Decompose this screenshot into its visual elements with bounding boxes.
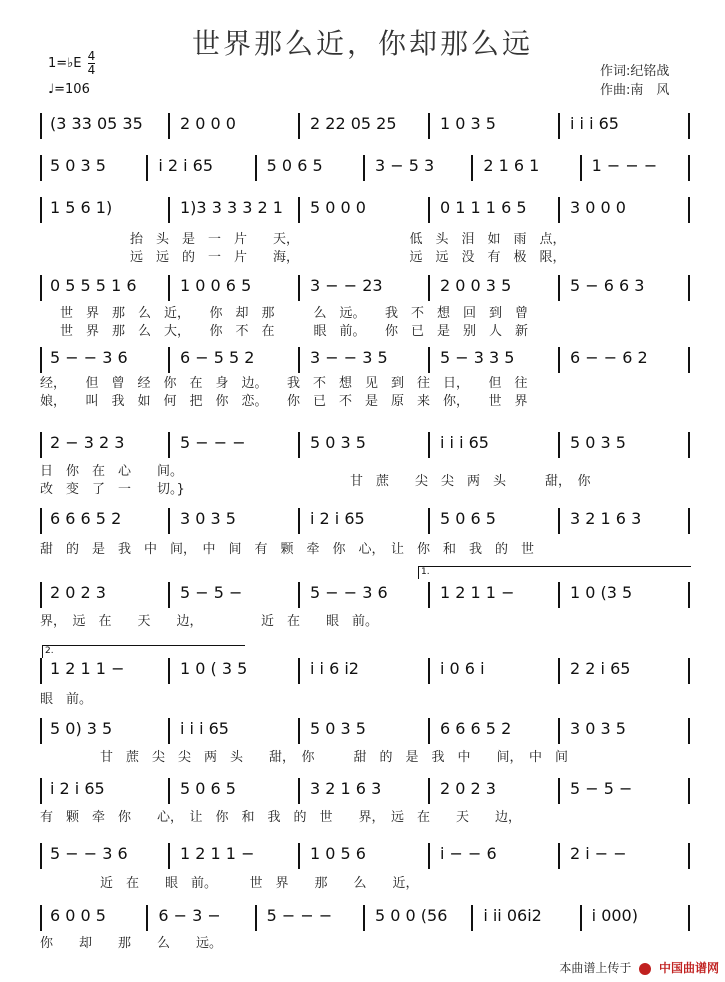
barline: [146, 155, 148, 181]
measure: 2 0 2 3: [440, 779, 496, 798]
notation-row: [40, 508, 690, 534]
tempo-value: =106: [54, 82, 90, 97]
barline: [428, 113, 430, 139]
measure: 1 0 (3 5: [570, 583, 633, 602]
barline: [298, 508, 300, 534]
barline: [688, 658, 690, 684]
barline: [558, 275, 560, 301]
second-ending-label: 2.: [45, 646, 54, 656]
barline: [298, 658, 300, 684]
barline: [428, 658, 430, 684]
barline: [688, 718, 690, 744]
measure: 5 − 5 −: [180, 583, 243, 602]
footer: [559, 959, 719, 976]
barline: [688, 113, 690, 139]
second-ending-bracket: [42, 645, 245, 658]
measure: 2 2 i 65: [570, 659, 631, 678]
measure: 6 0 0 5: [50, 906, 106, 925]
notation-row: [40, 582, 690, 608]
lyric-line: 有 颗 牵 你 心， 让 你 和 我 的 世 界， 远 在 天 边，: [40, 810, 522, 825]
barline: [40, 718, 42, 744]
measure: 2 0 0 0: [180, 114, 236, 133]
barline: [688, 155, 690, 181]
barline: [40, 197, 42, 223]
measure: 6 − 5 5 2: [180, 348, 255, 367]
notation-row: [40, 197, 690, 223]
notation-row: [40, 658, 690, 684]
barline: [40, 432, 42, 458]
measure: 6 6 6 5 2: [440, 719, 512, 738]
barline: [40, 843, 42, 869]
barline: [298, 113, 300, 139]
barline: [40, 905, 42, 931]
barline: [428, 582, 430, 608]
first-ending-bracket: [418, 566, 691, 579]
measure: 0 5 5 5 1 6: [50, 276, 137, 295]
lyric-line: 娘， 叫 我 如 何 把 你 恋。 你 已 不 是 原 来 你， 世 界: [40, 394, 528, 409]
lyricist: 作词:纪铭战: [600, 64, 670, 79]
barline: [688, 347, 690, 373]
measure: 5 0 6 5: [180, 779, 236, 798]
barline: [580, 905, 582, 931]
time-signature: [88, 50, 96, 77]
lyric-line: 远 远 的 一 片 海， 远 远 没 有 极 限，: [130, 250, 566, 265]
measure: 5 0 3 5: [310, 719, 366, 738]
barline: [146, 905, 148, 931]
measure: 3 − − 23: [310, 276, 383, 295]
measure: 3 0 0 0: [570, 198, 626, 217]
barline: [428, 347, 430, 373]
measure: 5 0 3 5: [310, 433, 366, 452]
barline: [688, 843, 690, 869]
notation-row: [40, 347, 690, 373]
barline: [298, 843, 300, 869]
barline: [168, 432, 170, 458]
barline: [688, 905, 690, 931]
measure: i 2 i 65: [158, 156, 214, 175]
lyric-line: 抬 头 是 一 片 天， 低 头 泪 如 雨 点，: [130, 232, 566, 247]
barline: [471, 155, 473, 181]
barline: [298, 197, 300, 223]
notation-row: [40, 155, 690, 181]
barline: [428, 432, 430, 458]
measure: 1 0 0 6 5: [180, 276, 252, 295]
measure: i 0 6 i: [440, 659, 485, 678]
barline: [471, 905, 473, 931]
tempo-mark: [48, 82, 90, 97]
barline: [255, 905, 257, 931]
measure: 5 0 3 5: [50, 156, 106, 175]
barline: [40, 508, 42, 534]
barline: [558, 508, 560, 534]
barline: [298, 778, 300, 804]
barline: [168, 718, 170, 744]
lyric-line: 你 却 那 么 远。: [40, 936, 223, 951]
measure: 5 0) 3 5: [50, 719, 113, 738]
barline: [688, 275, 690, 301]
barline: [428, 718, 430, 744]
measure: 6 6 6 5 2: [50, 509, 122, 528]
lyric-line: 日 你 在 心 间。: [40, 464, 184, 479]
measure: 2 0 0 3 5: [440, 276, 512, 295]
site-name: 中国曲谱网: [658, 961, 719, 975]
measure: 2 0 2 3: [50, 583, 106, 602]
notation-row: [40, 718, 690, 744]
key-flat: ♭E: [67, 56, 82, 71]
measure: 1 0 3 5: [440, 114, 496, 133]
measure: 1 0 5 6: [310, 844, 366, 863]
notation-row: [40, 778, 690, 804]
lyric-line: 界， 远 在 天 边， 近 在 眼 前。: [40, 614, 379, 629]
barline: [168, 582, 170, 608]
measure: 5 − − 3 6: [50, 844, 128, 863]
barline: [558, 582, 560, 608]
barline: [40, 275, 42, 301]
measure: 1 2 1 1 −: [180, 844, 255, 863]
measure: 2 i − −: [570, 844, 627, 863]
measure: 3 0 3 5: [180, 509, 236, 528]
barline: [558, 778, 560, 804]
measure: i i i 65: [570, 114, 619, 133]
measure: (3 33 05 35: [50, 114, 143, 133]
measure: 3 2 1 6 3: [310, 779, 382, 798]
barline: [428, 275, 430, 301]
notation-row: [40, 113, 690, 139]
measure: i ii 06i2: [483, 906, 542, 925]
key-label: 1=: [48, 56, 68, 71]
barline: [40, 155, 42, 181]
credits: [600, 62, 669, 100]
measure: 1)3 3 3 3 2 1: [180, 198, 283, 217]
barline: [428, 508, 430, 534]
measure: 1 2 1 1 −: [440, 583, 515, 602]
quarter-note-icon: ♩: [48, 82, 55, 97]
notation-row: [40, 275, 690, 301]
lyric-line: 世 界 那 么 近， 你 却 那 么 远。 我 不 想 回 到 曾: [60, 306, 529, 321]
notation-row: [40, 432, 690, 458]
barline: [428, 778, 430, 804]
barline: [688, 582, 690, 608]
measure: 5 − − 3 6: [50, 348, 128, 367]
measure: 3 0 3 5: [570, 719, 626, 738]
lyric-line: 经， 但 曾 经 你 在 身 边。 我 不 想 见 到 往 日， 但 往: [40, 376, 528, 391]
barline: [363, 905, 365, 931]
measure: 2 1 6 1: [483, 156, 540, 175]
barline: [580, 155, 582, 181]
barline: [428, 197, 430, 223]
barline: [255, 155, 257, 181]
measure: 2 − 3 2 3: [50, 433, 125, 452]
measure: i i i 65: [180, 719, 229, 738]
measure: i 2 i 65: [50, 779, 105, 798]
measure: 1 2 1 1 −: [50, 659, 125, 678]
composer: 作曲:南 风: [600, 83, 670, 98]
barline: [168, 843, 170, 869]
footer-text: 本曲谱上传于: [559, 961, 632, 975]
measure: 1 − − −: [591, 156, 658, 175]
lyric-line: 甘 蔗 尖 尖 两 头 甜， 你: [350, 474, 591, 489]
barline: [558, 432, 560, 458]
barline: [558, 658, 560, 684]
measure: 1 0 ( 3 5: [180, 659, 248, 678]
key-signature: [48, 50, 95, 77]
lyric-line: 甜 的 是 我 中 间， 中 间 有 颗 牵 你 心， 让 你 和 我 的 世: [40, 542, 535, 557]
barline: [688, 432, 690, 458]
measure: 5 − − −: [180, 433, 246, 452]
first-ending-label: 1.: [421, 567, 430, 577]
measure: 5 − − 3 6: [310, 583, 388, 602]
measure: 5 0 0 (56: [375, 906, 448, 925]
barline: [298, 582, 300, 608]
measure: i i i 65: [440, 433, 489, 452]
barline: [558, 113, 560, 139]
measure: 1 5 6 1): [50, 198, 113, 217]
lyric-line: 改 变 了 一 切。}: [40, 482, 185, 497]
barline: [40, 113, 42, 139]
barline: [40, 658, 42, 684]
barline: [168, 197, 170, 223]
time-bottom: 4: [87, 63, 96, 77]
notation-row: [40, 905, 690, 931]
barline: [40, 778, 42, 804]
measure: 5 0 6 5: [266, 156, 323, 175]
barline: [558, 843, 560, 869]
measure: i i 6 i2: [310, 659, 359, 678]
barline: [298, 347, 300, 373]
barline: [298, 432, 300, 458]
measure: 6 − 3 −: [158, 906, 221, 925]
measure: i 000): [591, 906, 638, 925]
barline: [558, 718, 560, 744]
song-title: 世界那么近，你却那么远: [191, 27, 533, 60]
barline: [168, 113, 170, 139]
lyric-line: 眼 前。: [40, 692, 93, 707]
barline: [168, 658, 170, 684]
barline: [168, 275, 170, 301]
measure: 6 − − 6 2: [570, 348, 648, 367]
measure: 5 0 3 5: [570, 433, 626, 452]
notation-row: [40, 843, 690, 869]
barline: [40, 347, 42, 373]
barline: [428, 843, 430, 869]
measure: 5 0 6 5: [440, 509, 496, 528]
measure: 3 2 1 6 3: [570, 509, 642, 528]
measure: 3 − − 3 5: [310, 348, 388, 367]
barline: [688, 508, 690, 534]
barline: [298, 275, 300, 301]
barline: [688, 778, 690, 804]
site-logo-icon: [639, 963, 651, 975]
measure: i 2 i 65: [310, 509, 365, 528]
barline: [298, 718, 300, 744]
measure: 5 0 0 0: [310, 198, 366, 217]
barline: [40, 582, 42, 608]
barline: [168, 778, 170, 804]
lyric-line: 近 在 眼 前。 世 界 那 么 近，: [100, 876, 419, 891]
measure: 5 − − −: [266, 906, 333, 925]
measure: 5 − 3 3 5: [440, 348, 515, 367]
barline: [558, 197, 560, 223]
measure: i − − 6: [440, 844, 497, 863]
barline: [168, 508, 170, 534]
barline: [363, 155, 365, 181]
time-top: 4: [87, 49, 96, 63]
lyric-line: 世 界 那 么 大， 你 不 在 眼 前。 你 已 是 别 人 新: [60, 324, 529, 339]
measure: 5 − 5 −: [570, 779, 633, 798]
measure: 5 − 6 6 3: [570, 276, 645, 295]
barline: [168, 347, 170, 373]
lyric-line: 甘 蔗 尖 尖 两 头 甜， 你 甜 的 是 我 中 间， 中 间: [100, 750, 569, 765]
measure: 3 − 5 3: [375, 156, 435, 175]
measure: 0 1 1 1 6 5: [440, 198, 527, 217]
barline: [558, 347, 560, 373]
measure: 2 22 05 25: [310, 114, 397, 133]
barline: [688, 197, 690, 223]
